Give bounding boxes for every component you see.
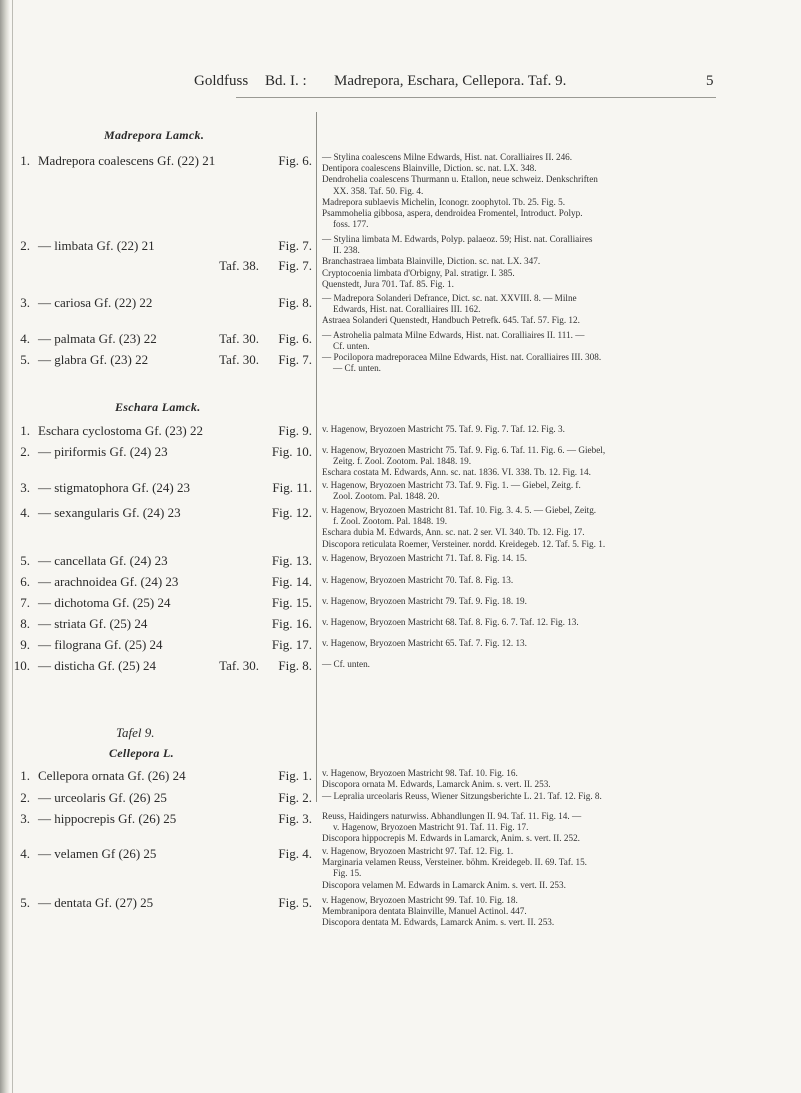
reference-line: Discopora hippocrepis M. Edwards in Lamarck, Anim. s. vert. II. 252. — [322, 833, 580, 844]
reference-line: v. Hagenow, Bryozoen Mastricht 73. Taf. 9. Fig. 1. — Giebel, Zeitg. f. — [322, 480, 581, 490]
entry-figure: Fig. 5. — [278, 895, 312, 910]
entry-name: — velamen Gf (26) 25 — [38, 846, 157, 861]
reference-line: Eschara dubia M. Edwards, Ann. sc. nat. 2 ser. VI. 340. Tb. 12. Fig. 17. — [322, 527, 585, 538]
running-header — [0, 73, 801, 95]
reference-line: v. Hagenow, Bryozoen Mastricht 99. Taf. 10. Fig. 18. — [322, 895, 518, 905]
entry-references — [322, 424, 722, 435]
reference-line: Membranipora dentata Blainville, Manuel Actinol. 447. — [322, 906, 527, 917]
header-title: Madrepora, Eschara, Cellepora. Taf. 9. — [334, 73, 567, 89]
header-volume: Bd. I. : — [265, 73, 307, 89]
entry-number: 3. — [20, 811, 30, 826]
entry-plate: Taf. 38. — [219, 258, 259, 273]
entry-name: — stigmatophora Gf. (24) 23 — [38, 480, 191, 495]
reference-line: Discopora dentata M. Edwards, Lamarck Anim. s. vert. II. 253. — [322, 917, 555, 928]
entry-figure: Fig. 13. — [271, 553, 312, 568]
reference-line: v. Hagenow, Bryozoen Mastricht 68. Taf. 8. Fig. 6. 7. Taf. 12. Fig. 13. — [322, 617, 579, 627]
entry-number: 4. — [20, 505, 30, 520]
entry-name: — filograna Gf. (25) 24 — [38, 637, 163, 652]
entry-name: Cellepora ornata Gf. (26) 24 — [38, 768, 186, 783]
entry-number: 9. — [20, 637, 30, 652]
entry-references — [322, 617, 722, 628]
reference-line: — Cf. unten. — [322, 659, 370, 669]
reference-line: v. Hagenow, Bryozoen Mastricht 75. Taf. 9. Fig. 7. Taf. 12. Fig. 3. — [322, 424, 565, 434]
entry-number: 1. — [20, 153, 30, 168]
reference-line: — Stylina coalescens Milne Edwards, Hist. nat. Coralliaires II. 246. — [322, 152, 573, 162]
entry-references — [322, 791, 722, 802]
reference-line: Edwards, Hist. nat. Coralliaires III. 162. — [333, 304, 481, 315]
entry-name: — cariosa Gf. (22) 22 — [38, 295, 153, 310]
reference-line: v. Hagenow, Bryozoen Mastricht 75. Taf. 9. Fig. 6. Taf. 11. Fig. 6. — Giebel, — [322, 445, 606, 455]
entry-name: — urceolaris Gf. (26) 25 — [38, 790, 167, 805]
reference-line: Cf. unten. — [333, 341, 370, 352]
reference-line: v. Hagenow, Bryozoen Mastricht 70. Taf. 8. Fig. 13. — [322, 575, 514, 585]
entry-figure: Fig. 9. — [278, 423, 312, 438]
reference-line: Discopora ornata M. Edwards, Lamarck Anim. s. vert. II. 253. — [322, 779, 551, 790]
reference-line: Branchastraea limbata Blainville, Diction. sc. nat. LX. 347. — [322, 256, 541, 267]
reference-line: — Stylina limbata M. Edwards, Polyp. palaeoz. 59; Hist. nat. Coralliaires — [322, 234, 593, 244]
reference-line: Discopora reticulata Roemer, Versteiner. nordd. Kreidegeb. 12. Taf. 5. Fig. 1. — [322, 538, 606, 549]
entry-references — [322, 293, 722, 327]
entry-references — [322, 596, 722, 607]
entry-name: — glabra Gf. (23) 22 — [38, 352, 149, 367]
entry-plate: Taf. 30. — [219, 352, 259, 367]
entry-number: 3. — [20, 480, 30, 495]
section-title-eschara: Eschara Lamck. — [115, 400, 201, 414]
entry-number: 5. — [20, 553, 30, 568]
entry-figure: Fig. 17. — [271, 637, 312, 652]
reference-line: — Madrepora Solanderi Defrance, Dict. sc. nat. XXVIII. 8. — Milne — [322, 293, 577, 303]
entry-references — [322, 234, 722, 290]
entry-references — [322, 480, 722, 502]
entry-number: 10. — [13, 658, 30, 673]
section-title-madrepora: Madrepora Lamck. — [104, 128, 205, 142]
entry-number: 3. — [20, 295, 30, 310]
entry-references — [322, 659, 722, 670]
reference-line: — Lepralia urceolaris Reuss, Wiener Sitzungsberichte L. 21. Taf. 12. Fig. 8. — [322, 791, 602, 801]
entry-references — [322, 505, 722, 550]
entry-name: — dichotoma Gf. (25) 24 — [38, 595, 171, 610]
entry-figure: Fig. 7. — [278, 238, 312, 253]
reference-line: foss. 177. — [333, 219, 369, 230]
entry-plate: Taf. 30. — [219, 658, 259, 673]
header-author: Goldfuss — [194, 73, 249, 89]
entry-number: 2. — [20, 238, 30, 253]
entry-name: — piriformis Gf. (24) 23 — [38, 444, 168, 459]
entry-name: — cancellata Gf. (24) 23 — [38, 553, 168, 568]
entry-references — [322, 768, 722, 790]
entry-figure: Fig. 16. — [271, 616, 312, 631]
reference-line: v. Hagenow, Bryozoen Mastricht 65. Taf. 7. Fig. 12. 13. — [322, 638, 527, 648]
entry-references — [322, 575, 722, 586]
reference-line: Zeitg. f. Zool. Zootom. Pal. 1848. 19. — [333, 456, 472, 467]
reference-line: Cryptocoenia limbata d'Orbigny, Pal. stratigr. I. 385. — [322, 267, 515, 278]
reference-line: Fig. 15. — [333, 868, 362, 879]
reference-line: Quenstedt, Jura 701. Taf. 85. Fig. 1. — [322, 278, 454, 289]
entry-name: Madrepora coalescens Gf. (22) 21 — [38, 153, 216, 168]
entry-number: 1. — [20, 423, 30, 438]
reference-line: Eschara costata M. Edwards, Ann. sc. nat. 1836. VI. 338. Tb. 12. Fig. 14. — [322, 467, 591, 478]
entry-figure: Fig. 11. — [272, 480, 312, 495]
entry-name: — palmata Gf. (23) 22 — [38, 331, 157, 346]
reference-line: v. Hagenow, Bryozoen Mastricht 97. Taf. 12. Fig. 1. — [322, 846, 514, 856]
entry-name: — arachnoidea Gf. (24) 23 — [38, 574, 179, 589]
entry-references — [322, 352, 722, 374]
reference-line: Dendrohelia coalescens Thurmann u. Etallon, neue schweiz. Denkschriften — [322, 174, 598, 185]
entry-number: 8. — [20, 616, 30, 631]
reference-line: — Cf. unten. — [333, 363, 381, 374]
reference-line: Zool. Zootom. Pal. 1848. 20. — [333, 491, 440, 502]
entry-number: 2. — [20, 444, 30, 459]
entry-figure: Fig. 2. — [278, 790, 312, 805]
reference-line: Reuss, Haidingers naturwiss. Abhandlungen II. 94. Taf. 11. Fig. 14. — — [322, 811, 582, 821]
entry-figure: Fig. 8. — [278, 295, 312, 310]
entry-figure: Fig. 14. — [271, 574, 312, 589]
entry-figure: Fig. 1. — [278, 768, 312, 783]
entry-references — [322, 553, 722, 564]
reference-line: f. Zool. Zootom. Pal. 1848. 19. — [333, 516, 448, 527]
entry-name: — hippocrepis Gf. (26) 25 — [38, 811, 177, 826]
reference-line: v. Hagenow, Bryozoen Mastricht 79. Taf. 9. Fig. 18. 19. — [322, 596, 527, 606]
entry-name: — dentata Gf. (27) 25 — [38, 895, 154, 910]
entry-name: — disticha Gf. (25) 24 — [38, 658, 157, 673]
entry-number: 4. — [20, 331, 30, 346]
entry-figure: Fig. 12. — [271, 505, 312, 520]
reference-line: XX. 358. Taf. 50. Fig. 4. — [333, 185, 424, 196]
entry-number: 7. — [20, 595, 30, 610]
entry-figure: Fig. 10. — [271, 444, 312, 459]
entry-figure: Fig. 7. — [278, 352, 312, 367]
entry-name: — limbata Gf. (22) 21 — [38, 238, 155, 253]
reference-line: Madrepora sublaevis Michelin, Iconogr. zoophytol. Tb. 25. Fig. 5. — [322, 196, 566, 207]
plate-heading: Tafel 9. — [116, 725, 155, 740]
entry-figure: Fig. 7. — [278, 258, 312, 273]
entry-name: Eschara cyclostoma Gf. (23) 22 — [38, 423, 203, 438]
entry-references — [322, 846, 722, 891]
page-number: 5 — [706, 73, 714, 89]
entry-references — [322, 638, 722, 649]
reference-line: Psammohelia gibbosa, aspera, dendroidea Fromentel, Introduct. Polyp. — [322, 208, 583, 219]
entry-references — [322, 445, 722, 479]
header-rule — [236, 97, 716, 98]
reference-line: Astraea Solanderi Quenstedt, Handbuch Petrefk. 645. Taf. 57. Fig. 12. — [322, 315, 580, 326]
entry-number: 6. — [20, 574, 30, 589]
entry-plate: Taf. 30. — [219, 331, 259, 346]
entry-number: 1. — [20, 768, 30, 783]
entry-number: 5. — [20, 895, 30, 910]
entry-figure: Fig. 3. — [278, 811, 312, 826]
reference-line: II. 238. — [333, 245, 360, 256]
entry-number: 4. — [20, 846, 30, 861]
entry-references — [322, 152, 722, 230]
reference-line: Dentipora coalescens Blainville, Diction. sc. nat. LX. 348. — [322, 163, 537, 174]
reference-line: — Pocilopora madreporacea Milne Edwards, Hist. nat. Coralliaires III. 308. — [322, 352, 602, 362]
reference-line: Discopora velamen M. Edwards in Lamarck Anim. s. vert. II. 253. — [322, 879, 566, 890]
entry-references — [322, 895, 722, 929]
entry-references — [322, 811, 722, 845]
entry-number: 2. — [20, 790, 30, 805]
entry-name: — sexangularis Gf. (24) 23 — [38, 505, 181, 520]
entry-figure: Fig. 6. — [278, 153, 312, 168]
entry-figure: Fig. 6. — [278, 331, 312, 346]
reference-line: v. Hagenow, Bryozoen Mastricht 81. Taf. 10. Fig. 3. 4. 5. — Giebel, Zeitg. — [322, 505, 597, 515]
entry-figure: Fig. 8. — [278, 658, 312, 673]
reference-line: Marginaria velamen Reuss, Versteiner. böhm. Kreidegeb. II. 69. Taf. 15. — [322, 857, 587, 868]
entry-references — [322, 330, 722, 352]
section-title-cellepora: Cellepora L. — [109, 746, 174, 760]
entry-figure: Fig. 4. — [278, 846, 312, 861]
reference-line: — Astrohelia palmata Milne Edwards, Hist. nat. Coralliaires II. 111. — — [322, 330, 585, 340]
reference-line: v. Hagenow, Bryozoen Mastricht 91. Taf. 11. Fig. 17. — [333, 822, 529, 833]
entry-figure: Fig. 15. — [271, 595, 312, 610]
entry-name: — striata Gf. (25) 24 — [38, 616, 148, 631]
reference-line: v. Hagenow, Bryozoen Mastricht 71. Taf. 8. Fig. 14. 15. — [322, 553, 527, 563]
entry-number: 5. — [20, 352, 30, 367]
reference-line: v. Hagenow, Bryozoen Mastricht 98. Taf. 10. Fig. 16. — [322, 768, 518, 778]
